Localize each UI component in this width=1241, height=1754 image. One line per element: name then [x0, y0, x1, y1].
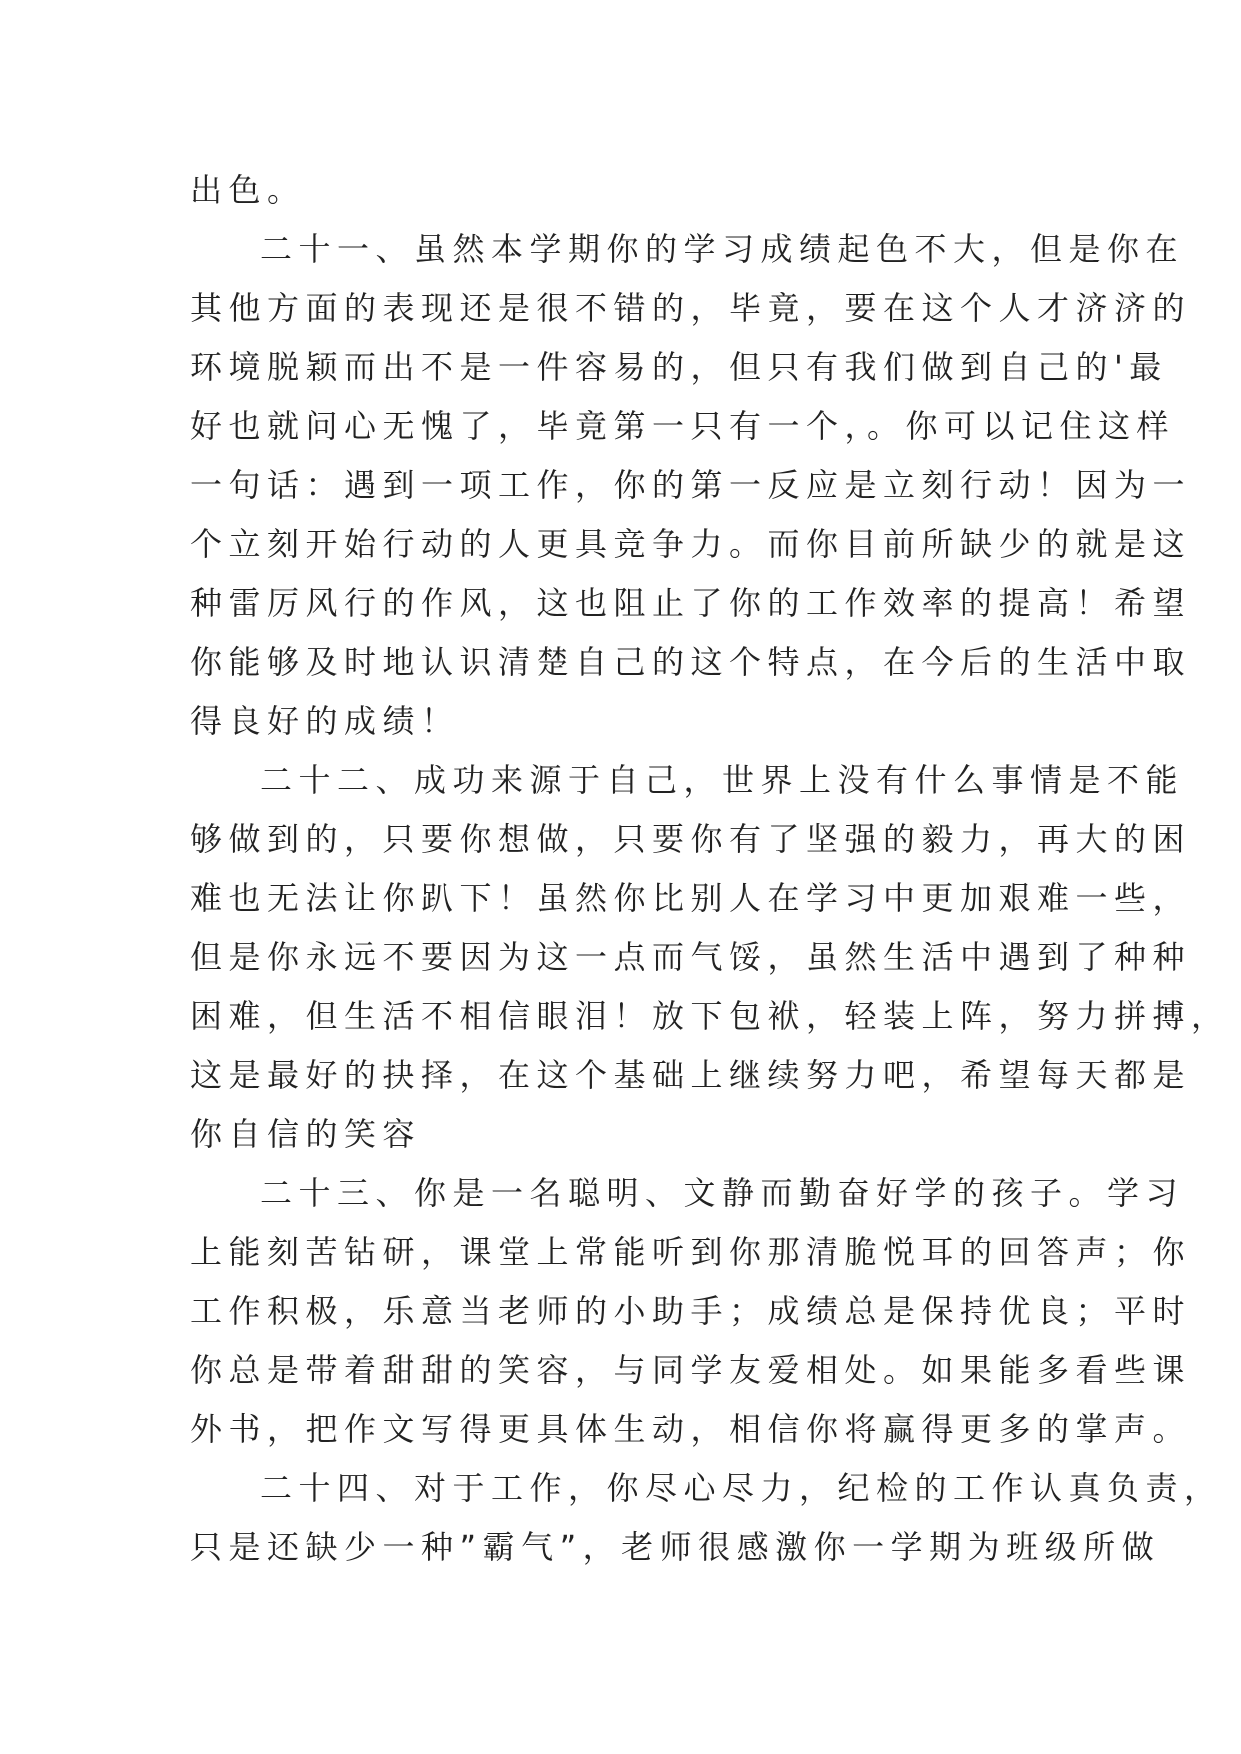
text-line: 外书，把作文写得更具体生动，相信你将赢得更多的掌声。: [190, 1410, 1192, 1448]
text-line: 种雷厉风行的作风，这也阻止了你的工作效率的提高！希望: [190, 584, 1192, 622]
text-line: 你自信的笑容: [190, 1115, 422, 1153]
paragraph-first-line: 二十一、虽然本学期你的学习成绩起色不大，但是你在: [260, 230, 1185, 268]
text-line: 好也就问心无愧了，毕竟第一只有一个，。你可以记住这样: [190, 407, 1176, 445]
text-line: 这是最好的抉择，在这个基础上继续努力吧，希望每天都是: [190, 1056, 1192, 1094]
paragraph-first-line: 二十四、对于工作，你尽心尽力，纪检的工作认真负责，: [260, 1469, 1223, 1507]
text-line: 你能够及时地认识清楚自己的这个特点，在今后的生活中取: [190, 643, 1192, 681]
text-line: 一句话：遇到一项工作，你的第一反应是立刻行动！因为一: [190, 466, 1192, 504]
text-line: 环境脱颖而出不是一件容易的，但只有我们做到自己的'最: [190, 348, 1168, 386]
text-line: 但是你永远不要因为这一点而气馁，虽然生活中遇到了种种: [190, 938, 1192, 976]
text-line: 个立刻开始行动的人更具竞争力。而你目前所缺少的就是这: [190, 525, 1192, 563]
text-line: 够做到的，只要你想做，只要你有了坚强的毅力，再大的困: [190, 820, 1192, 858]
text-line: 得良好的成绩！: [190, 702, 460, 740]
text-line: 你总是带着甜甜的笑容，与同学友爱相处。如果能多看些课: [190, 1351, 1192, 1389]
paragraph-first-line: 二十二、成功来源于自己，世界上没有什么事情是不能: [260, 761, 1185, 799]
text-line: 上能刻苦钻研，课堂上常能听到你那清脆悦耳的回答声；你: [190, 1233, 1192, 1271]
text-line: 出色。: [190, 171, 306, 209]
paragraph-first-line: 二十三、你是一名聪明、文静而勤奋好学的孩子。学习: [260, 1174, 1185, 1212]
text-line: 其他方面的表现还是很不错的，毕竟，要在这个人才济济的: [190, 289, 1192, 327]
text-line: 难也无法让你趴下！虽然你比别人在学习中更加艰难一些，: [190, 879, 1192, 917]
document-body: [190, 161, 1230, 1577]
text-line: 困难，但生活不相信眼泪！放下包袱，轻装上阵，努力拼搏，: [190, 997, 1230, 1035]
text-line: 只是还缺少一种”霸气”，老师很感激你一学期为班级所做: [190, 1528, 1161, 1566]
text-line: 工作积极，乐意当老师的小助手；成绩总是保持优良；平时: [190, 1292, 1192, 1330]
